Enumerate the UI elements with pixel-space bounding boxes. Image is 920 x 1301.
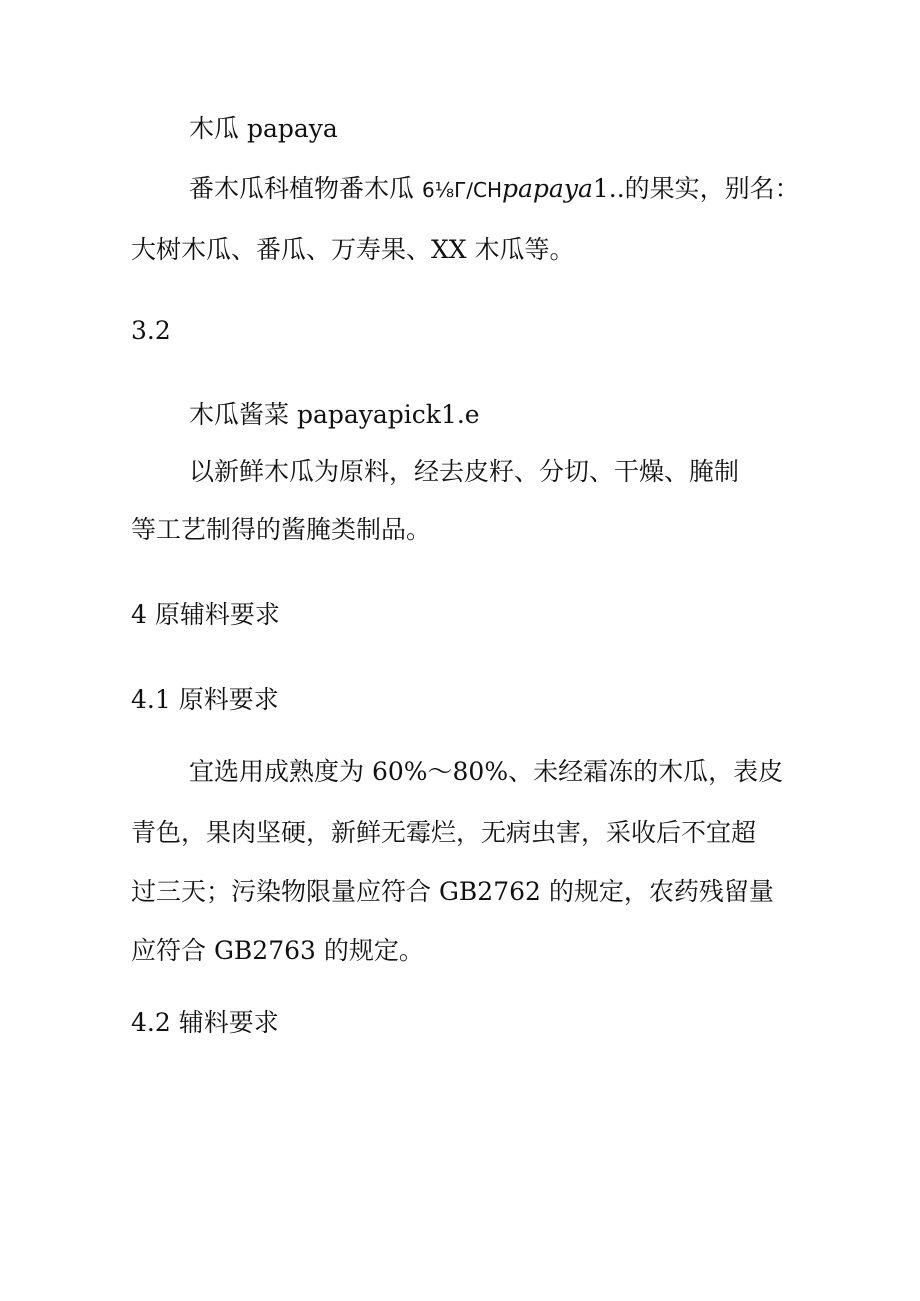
section-4-1-body-line-2: 青色，果肉坚硬，新鲜无霉烂，无病虫害，采收后不宜超 xyxy=(131,818,757,847)
definition-text: 番木瓜科植物番木瓜 xyxy=(189,174,422,203)
term-pickle-heading: 木瓜酱菜 papayapick1.e xyxy=(189,400,480,429)
term-papaya-heading: 木瓜 papaya xyxy=(189,114,338,143)
term-pickle-definition-line-2: 等工艺制得的酱腌类制品。 xyxy=(131,515,432,544)
term-papaya-definition-line-2: 大树木瓜、番瓜、万寿果、XX 木瓜等。 xyxy=(131,235,575,264)
section-4-heading: 4 原辅料要求 xyxy=(131,600,280,629)
scientific-name-garbled: 6⅛Г∕СН xyxy=(421,178,503,202)
term-pickle-definition-line-1: 以新鲜木瓜为原料，经去皮籽、分切、干燥、腌制 xyxy=(189,457,740,486)
definition-text-continued: 1..的果实，别名： xyxy=(592,174,800,203)
section-4-1-body-line-1: 宜选用成熟度为 60%～80%、未经霜冻的木瓜，表皮 xyxy=(189,757,784,786)
term-papaya-definition-line-1 xyxy=(189,174,800,205)
section-4-1-body-line-3: 过三天；污染物限量应符合 GB2762 的规定，农药残留量 xyxy=(131,877,774,906)
section-number-3-2: 3.2 xyxy=(131,316,171,345)
section-4-2-heading: 4.2 辅料要求 xyxy=(131,1008,279,1037)
section-4-1-body-line-4: 应符合 GB2763 的规定。 xyxy=(131,936,424,965)
scientific-name-species: papaya xyxy=(502,174,593,203)
section-4-1-heading: 4.1 原料要求 xyxy=(131,685,279,714)
